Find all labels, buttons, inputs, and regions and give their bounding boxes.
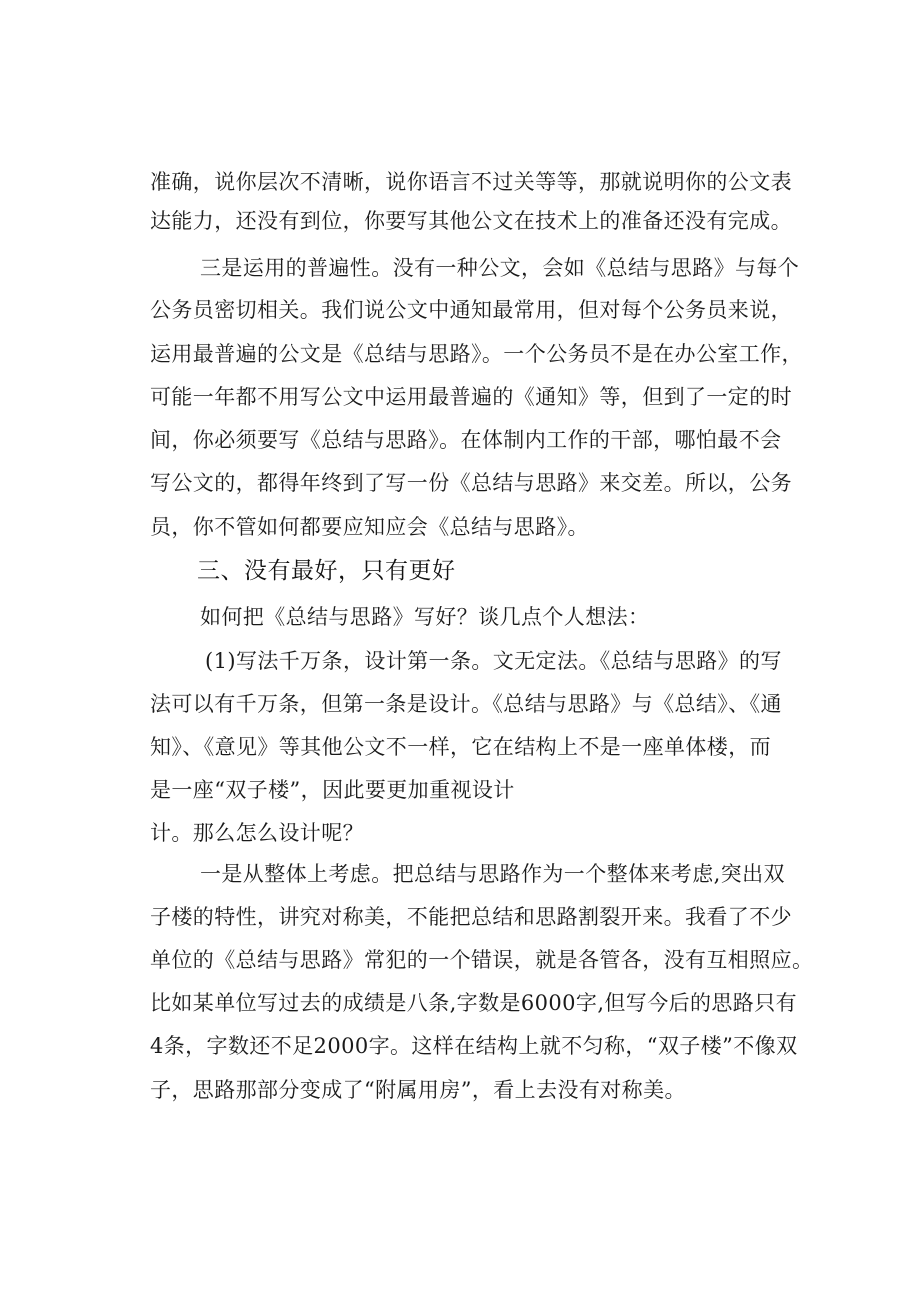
paragraph-line-7: 间，你必须要写《总结与思路》。在体制内工作的干部，哪怕最不会 <box>150 428 782 452</box>
paragraph-line-10: 如何把《总结与思路》写好？谈几点个人想法： <box>200 605 650 629</box>
paragraph-line-11: (1)写法千万条，设计第一条。文无定法。《总结与思路》的写 <box>205 649 782 673</box>
paragraph-line-9: 员，你不管如何都要应知应会《总结与思路》。 <box>150 515 589 539</box>
paragraph-line-4: 公务员密切相关。我们说公文中通知最常用，但对每个公务员来说， <box>150 298 792 322</box>
section-heading: 三、没有最好，只有更好 <box>197 558 456 584</box>
paragraph-line-13: 知》、《意见》等其他公文不一样，它在结构上不是一座单体楼，而 <box>150 735 771 759</box>
paragraph-line-20: 4条，字数还不足2000字。这样在结构上就不匀称，“双子楼”不像双 <box>150 1034 798 1058</box>
paragraph-line-1: 准确，说你层次不清晰，说你语言不过关等等，那就说明你的公文表 <box>150 170 792 194</box>
paragraph-line-18: 单位的《总结与思路》常犯的一个错误，就是各管各，没有互相照应。 <box>150 948 814 972</box>
paragraph-line-19: 比如某单位写过去的成绩是八条,字数是6000字,但写今后的思路只有 <box>150 991 797 1015</box>
paragraph-line-21: 子，思路那部分变成了“附属用房”，看上去没有对称美。 <box>150 1078 686 1102</box>
paragraph-line-6: 可能一年都不用写公文中运用最普遍的《通知》等，但到了一定的时 <box>150 385 792 409</box>
paragraph-line-12: 法可以有千万条，但第一条是设计。《总结与思路》与《总结》、《通 <box>150 692 782 716</box>
paragraph-line-5: 运用最普遍的公文是《总结与思路》。一个公务员不是在办公室工作， <box>150 342 803 366</box>
paragraph-line-15: 计。那么怎么设计呢？ <box>150 821 364 845</box>
paragraph-line-14: 是一座“双子楼”，因此要更加重视设计 <box>150 778 515 802</box>
paragraph-line-3: 三是运用的普遍性。没有一种公文，会如《总结与思路》与每个 <box>200 256 800 280</box>
paragraph-line-8: 写公文的，都得年终到了写一份《总结与思路》来交差。所以，公务 <box>150 471 792 495</box>
paragraph-line-2: 达能力，还没有到位，你要写其他公文在技术上的准备还没有完成。 <box>150 209 792 233</box>
paragraph-line-17: 子楼的特性，讲究对称美，不能把总结和思路割裂开来。我看了不少 <box>150 905 792 929</box>
paragraph-line-16: 一是从整体上考虑。把总结与思路作为一个整体来考虑,突出双 <box>200 862 785 886</box>
